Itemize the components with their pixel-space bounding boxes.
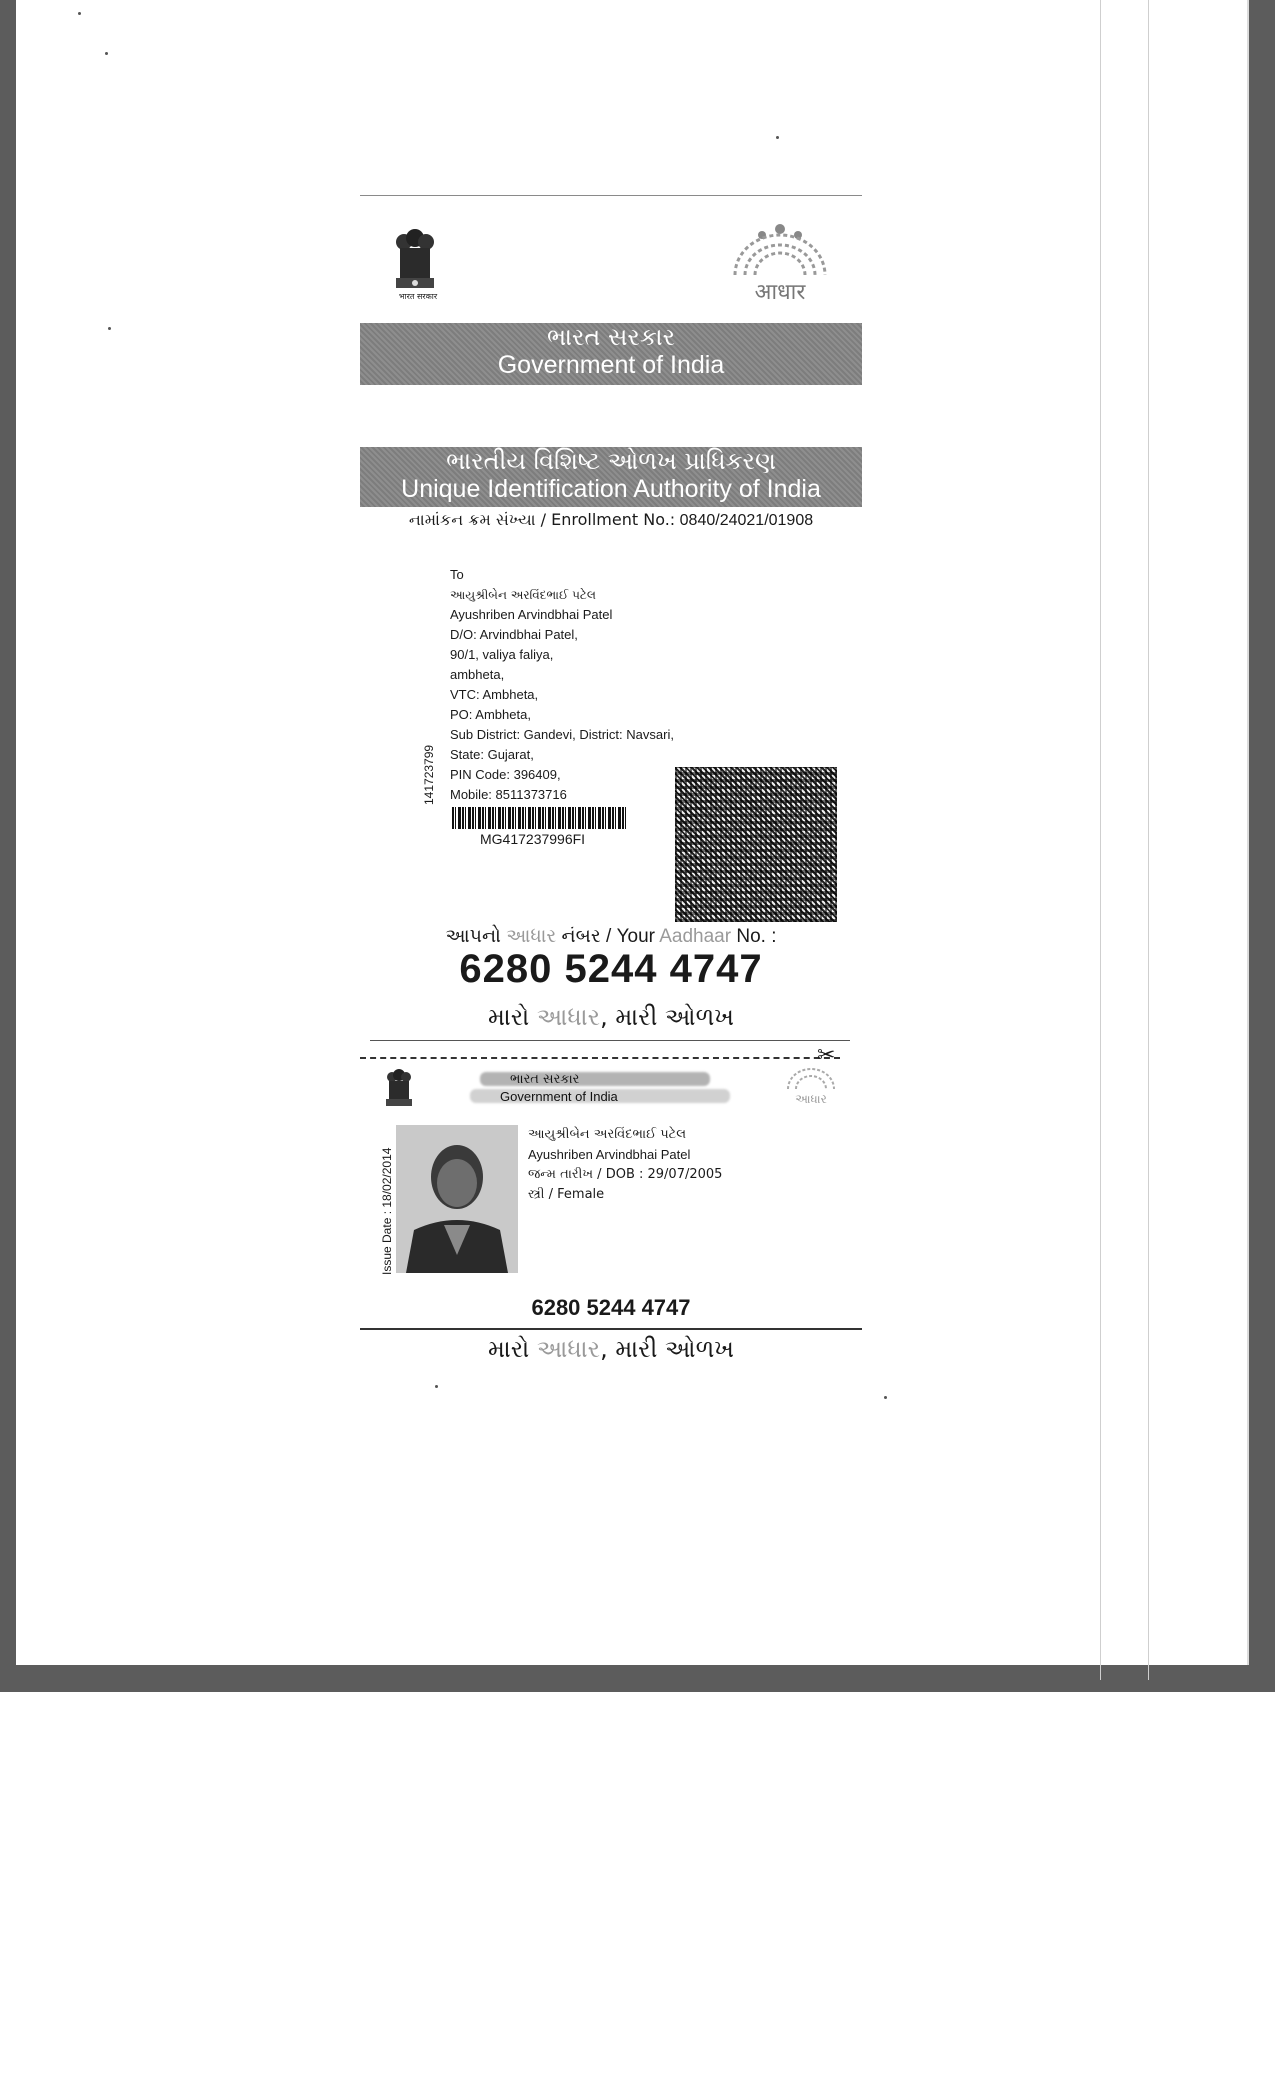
small-card-government-english: Government of India (500, 1089, 618, 1104)
holder-photo (396, 1125, 518, 1273)
address-line: Sub District: Gandevi, District: Navsari, (450, 727, 674, 742)
label-gujarati-3: નંબર (561, 925, 601, 947)
label-english-2: Aadhaar (659, 926, 732, 947)
slogan-part: મારો (487, 1003, 530, 1031)
address-line: Mobile: 8511373716 (450, 787, 567, 802)
aadhaar-logo-text: आधार (754, 280, 806, 303)
address-line: PO: Ambheta, (450, 707, 531, 722)
scan-speck (776, 136, 779, 139)
cut-line (360, 1057, 840, 1059)
scan-speck (105, 52, 108, 55)
label-gujarati-1: આપનો (445, 925, 501, 947)
label-english-3: No. : (736, 926, 777, 947)
address-line: ambheta, (450, 667, 505, 682)
slogan (360, 1003, 862, 1031)
slogan-part: આધાર (536, 1003, 601, 1031)
aadhaar-logo-icon (710, 223, 840, 303)
divider (360, 1328, 862, 1330)
barcode (452, 807, 628, 829)
aadhaar-number: 6280 5244 4747 (459, 947, 763, 991)
small-card-aadhaar-number: 6280 5244 4747 (531, 1295, 691, 1320)
address-to: To (450, 567, 464, 582)
enrollment-line (360, 510, 862, 530)
aadhaar-number-label (360, 925, 862, 948)
label-gujarati-2: આધાર (506, 925, 557, 947)
emblem-caption: भारत सरकार (398, 292, 438, 301)
address-line: State: Gujarat, (450, 747, 534, 762)
slogan-part: , મારી ઓળખ (600, 1003, 735, 1031)
recipient-name: Ayushriben Arvindbhai Patel (450, 607, 613, 622)
divider (370, 1040, 850, 1041)
uidai-english: Unique Identification Authority of India (401, 475, 821, 503)
uidai-gujarati: ભારતીય વિશિષ્ટ ઓળખ પ્રાધિકરણ (446, 447, 776, 475)
recipient-address (450, 565, 674, 805)
small-card-government-gujarati: ભારત સરકાર (510, 1072, 580, 1087)
national-emblem-icon (390, 220, 440, 300)
recipient-name-gujarati: આયુશ્રીબેન અરવિંદભાઈ પટેલ (450, 588, 596, 602)
barcode-text: MG417237996FI (480, 831, 586, 847)
holder-dob: જન્મ તારીખ / DOB : 29/07/2005 (528, 1167, 723, 1182)
slogan-part: , મારી ઓળખ (600, 1335, 735, 1363)
holder-name: Ayushriben Arvindbhai Patel (528, 1147, 691, 1162)
scan-speck (78, 12, 81, 15)
government-banner (360, 323, 862, 385)
scan-speck (435, 1385, 438, 1388)
government-gujarati: ભારત સરકાર (546, 323, 676, 351)
uidai-banner (360, 447, 862, 507)
address-line: VTC: Ambheta, (450, 687, 539, 702)
aadhaar-letter (360, 195, 862, 1375)
holder-gender: સ્ત્રી / Female (528, 1187, 605, 1202)
page-edge-line (1148, 0, 1149, 1680)
national-emblem-icon (382, 1065, 416, 1111)
scissors-icon: ✂ (817, 1043, 836, 1068)
label-english-1: / Your (606, 926, 655, 947)
slogan-part: મારો (487, 1335, 530, 1363)
qr-code (675, 767, 837, 922)
small-card-slogan (360, 1335, 862, 1363)
aadhaar-logo-icon (780, 1061, 842, 1105)
enrollment-number: 0840/24021/01908 (679, 512, 814, 529)
page-edge-line (1100, 0, 1101, 1680)
enrollment-label: નામાંકન ક્રમ સંખ્યા / Enrollment No.: (408, 510, 676, 529)
issue-date: Issue Date : 18/02/2014 (380, 1147, 394, 1275)
government-english: Government of India (497, 351, 725, 379)
slogan-part: આધાર (536, 1335, 601, 1363)
holder-name-gujarati: આયુશ્રીબેન અરવિંદભાઈ પટેલ (528, 1127, 687, 1142)
small-logo-text: આધાર (795, 1092, 827, 1105)
address-line: D/O: Arvindbhai Patel, (450, 627, 578, 642)
address-line: 90/1, valiya faliya, (450, 647, 554, 662)
top-rule (360, 195, 862, 196)
vertical-reference-code: 141723799 (422, 744, 436, 805)
scan-speck (884, 1396, 887, 1399)
address-line: PIN Code: 396409, (450, 767, 561, 782)
holder-details (528, 1125, 722, 1205)
scan-speck (108, 327, 111, 330)
